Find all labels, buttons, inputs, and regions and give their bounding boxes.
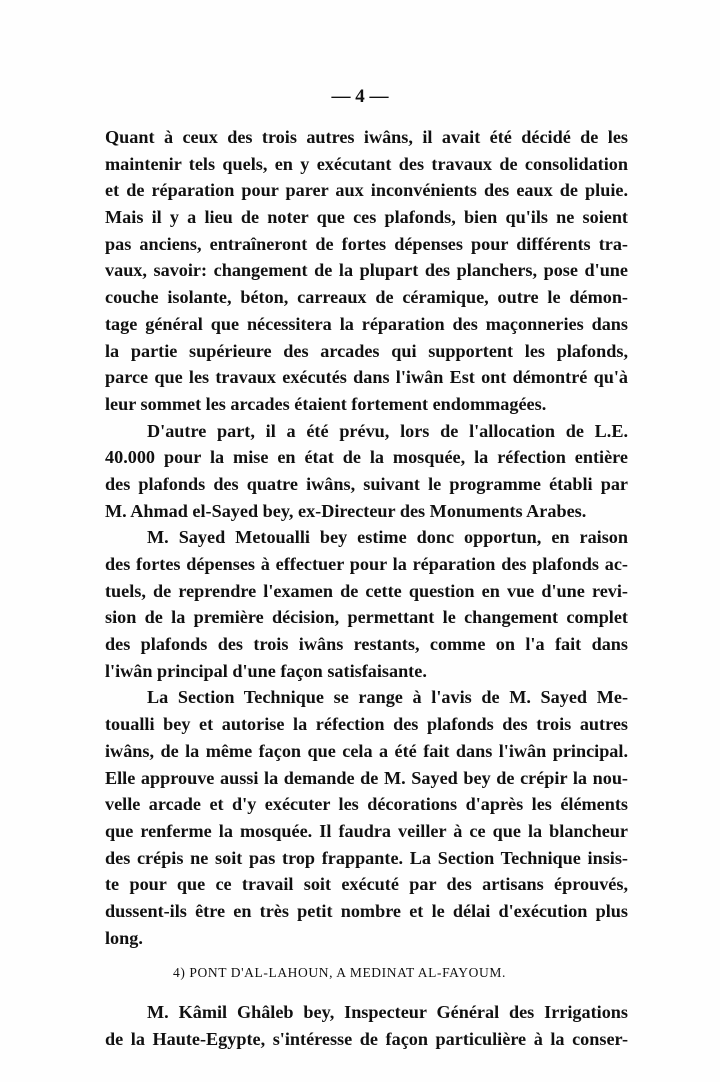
text-line: long. xyxy=(105,927,143,948)
text-line: te pour que ce travail soit exécuté par des artisans éprouvés, xyxy=(105,874,628,895)
text-line: de la Haute-Egypte, s'intéresse de façon particulière à la conser- xyxy=(105,1029,628,1049)
text-line: maintenir tels quels, en y exécutant des travaux de consolidation xyxy=(105,153,628,174)
text-line: l'iwân principal d'une façon satisfaisante. xyxy=(105,660,427,681)
text-line: et de réparation pour parer aux inconvénients des eaux de pluie. xyxy=(105,180,628,201)
text-line: M. Kâmil Ghâleb bey, Inspecteur Général des Irrigations xyxy=(147,1002,628,1023)
text-line: velle arcade et d'y exécuter les décorations d'après les éléments xyxy=(105,794,628,815)
text-line: tage général que nécessitera la réparation des maçonneries dans xyxy=(105,313,628,334)
text-line: sion de la première décision, permettant le changement complet xyxy=(105,607,628,628)
text-line: des plafonds des trois iwâns restants, comme on l'a fait dans xyxy=(105,634,628,655)
section-heading: 4) PONT D'AL-LAHOUN, A MEDINAT AL-FAYOUM. xyxy=(173,965,506,981)
text-line: tuels, de reprendre l'examen de cette question en vue d'une revi- xyxy=(105,580,628,601)
text-line: M. Ahmad el-Sayed bey, ex-Directeur des Monuments Arabes. xyxy=(105,500,587,521)
text-line: iwâns, de la même façon que cela a été fait dans l'iwân principal. xyxy=(105,740,628,761)
page-number: — 4 — xyxy=(331,86,389,107)
paragraph-1 xyxy=(105,124,628,418)
text-line: M. Sayed Metoualli bey estime donc opportun, en raison xyxy=(147,527,628,548)
text-line: pas anciens, entraîneront de fortes dépenses pour différents tra- xyxy=(105,233,628,254)
text-line: des crépis ne soit pas trop frappante. La Section Technique insis- xyxy=(105,847,628,868)
text-line: D'autre part, il a été prévu, lors de l'allocation de L.E. xyxy=(147,420,628,441)
text-line: toualli bey et autorise la réfection des plafonds des trois autres xyxy=(105,714,628,735)
text-line: que renferme la mosquée. Il faudra veiller à ce que la blancheur xyxy=(105,820,628,841)
text-line: La Section Technique se range à l'avis de M. Sayed Me- xyxy=(147,687,628,708)
text-line: la partie supérieure des arcades qui supportent les plafonds, xyxy=(105,340,628,361)
document-body xyxy=(105,124,628,1053)
paragraph-5 xyxy=(105,999,628,1052)
text-line: Elle approuve aussi la demande de M. Sayed bey de crépir la nou- xyxy=(105,767,628,788)
text-line: 40.000 pour la mise en état de la mosquée, la réfection entière xyxy=(105,447,628,468)
text-line: Mais il y a lieu de noter que ces plafonds, bien qu'ils ne soient xyxy=(105,207,628,228)
text-line: des plafonds des quatre iwâns, suivant le programme établi par xyxy=(105,473,628,494)
paragraph-2 xyxy=(105,418,628,525)
text-line: Quant à ceux des trois autres iwâns, il avait été décidé de les xyxy=(105,127,628,147)
text-line: couche isolante, béton, carreaux de céramique, outre le démon- xyxy=(105,287,628,308)
text-line: vaux, savoir: changement de la plupart des planchers, pose d'une xyxy=(105,260,628,281)
text-line: dussent-ils être en très petit nombre et le délai d'exécution plus xyxy=(105,900,628,921)
text-line: des fortes dépenses à effectuer pour la réparation des plafonds ac- xyxy=(105,554,628,574)
paragraph-4 xyxy=(105,684,628,951)
paragraph-3 xyxy=(105,524,628,684)
text-line: parce que les travaux exécutés dans l'iwân Est ont démontré qu'à xyxy=(105,367,628,388)
text-line: leur sommet les arcades étaient fortement endommagées. xyxy=(105,393,547,414)
